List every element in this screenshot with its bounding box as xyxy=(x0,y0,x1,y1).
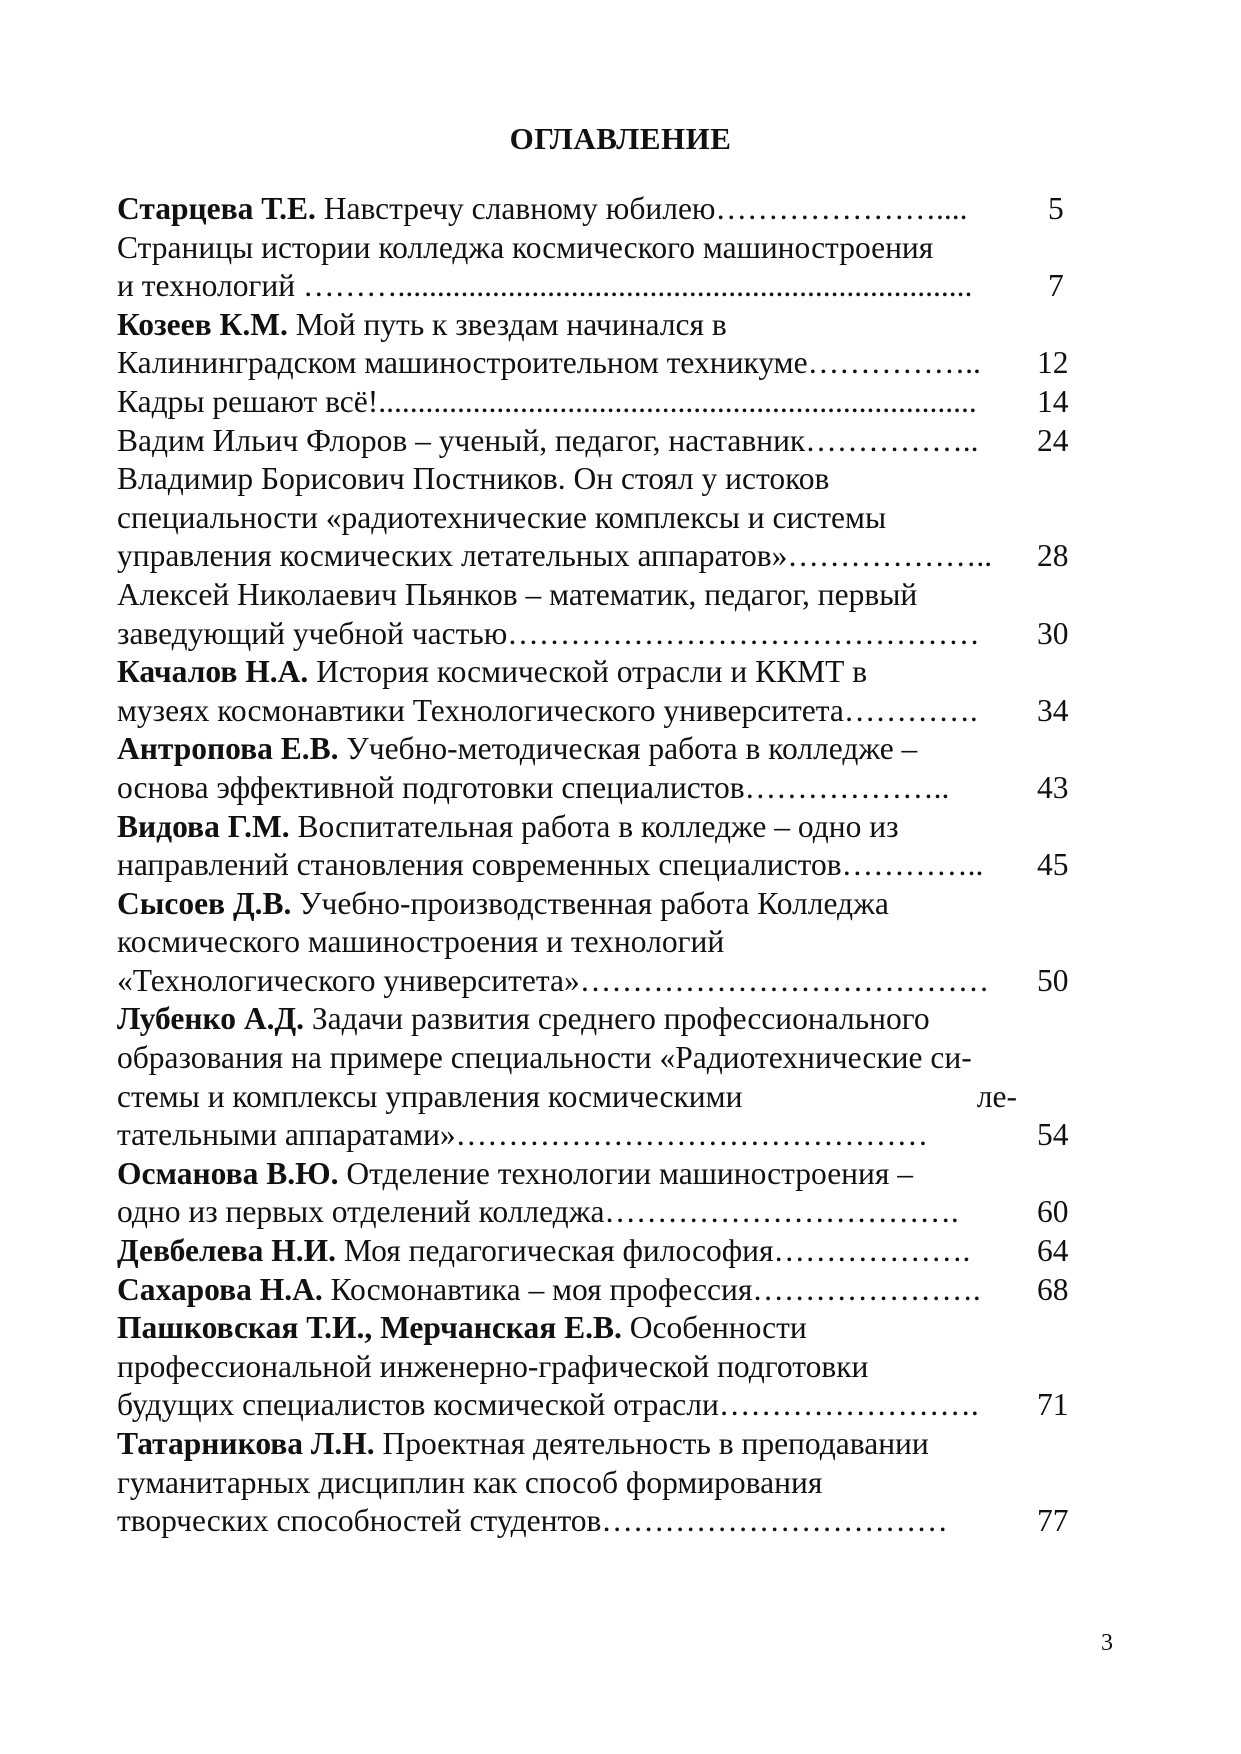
toc-line xyxy=(117,229,1072,268)
toc-entry-author: Сахарова Н.А. xyxy=(117,1271,323,1307)
toc-line-text xyxy=(117,229,933,268)
toc-line xyxy=(117,306,1072,345)
toc-entry-title: будущих специалистов космической отрасли……………………. xyxy=(117,1387,979,1423)
toc-line xyxy=(117,499,1072,538)
toc-line xyxy=(117,576,1072,615)
toc-entry-author: Видова Г.М. xyxy=(117,808,290,844)
toc-entry-title: Космонавтика – моя профессия…………………. xyxy=(322,1271,981,1307)
toc-line xyxy=(117,1271,1072,1310)
toc-entry-page: 28 xyxy=(1037,538,1069,574)
toc-entry-title: творческих способностей студентов…………………………… xyxy=(117,1503,948,1539)
toc-entry-page: 45 xyxy=(1037,847,1069,883)
toc-entry-title: Навстречу славному юбилею………………….... xyxy=(315,191,968,226)
toc-line xyxy=(117,1309,1072,1348)
toc-entry-title: Задачи развития среднего профессионального xyxy=(304,1001,930,1037)
toc-entry-page: 71 xyxy=(1037,1387,1069,1423)
toc-entry-title: профессиональной инженерно-графической подготовки xyxy=(117,1348,869,1384)
toc-entry-title: Учебно-производственная работа Колледжа xyxy=(291,885,889,921)
toc-line xyxy=(117,846,1072,885)
toc-line xyxy=(117,730,1072,769)
toc-entry-title: Страницы истории колледжа космического машиностроения xyxy=(117,229,934,265)
toc-line xyxy=(117,1078,1072,1117)
toc-line-text xyxy=(117,422,978,461)
toc-line xyxy=(117,1464,1072,1503)
toc-line xyxy=(117,1386,1072,1425)
toc-line-text xyxy=(117,615,980,654)
toc-line xyxy=(117,962,1072,1001)
toc-line-text xyxy=(117,1309,807,1348)
toc-entry-author: Антропова Е.В. xyxy=(117,731,339,767)
toc-entry-page: 7 xyxy=(1048,268,1064,304)
toc-entry-title: заведующий учебной частью……………………………………… xyxy=(117,615,980,651)
toc-entry-title: Владимир Борисович Постников. Он стоял у истоков xyxy=(117,461,830,497)
toc-line-text xyxy=(117,537,992,576)
toc-line-text xyxy=(117,499,886,538)
toc-line xyxy=(117,267,1072,306)
toc-entry-title: основа эффективной подготовки специалистов……………….. xyxy=(117,769,950,805)
toc-line-text xyxy=(117,923,724,962)
toc-entry-author: Татарникова Л.Н. xyxy=(117,1426,375,1461)
toc-line xyxy=(117,615,1072,654)
toc-line xyxy=(117,383,1072,422)
toc-line xyxy=(117,190,1072,229)
toc-entry-title: музеях космонавтики Технологического университета…………. xyxy=(117,692,978,728)
toc-entry-title: Мой путь к звездам начинался в xyxy=(287,306,727,342)
toc-line xyxy=(117,692,1072,731)
page-number: 3 xyxy=(1101,1630,1113,1656)
toc-entry-title: стемы и комплексы управления космическими xyxy=(117,1078,743,1114)
toc-line xyxy=(117,1348,1072,1387)
toc-line-text xyxy=(117,190,967,229)
toc-line-text xyxy=(117,1464,822,1503)
toc-entry-title: одно из первых отделений колледжа……………………………. xyxy=(117,1194,959,1230)
toc-line xyxy=(117,1039,1072,1078)
toc-entry-page: 34 xyxy=(1037,692,1069,728)
toc-line-text xyxy=(117,576,917,615)
toc-entry-author: Девбелева Н.И. xyxy=(117,1233,336,1269)
toc-entry-page: 24 xyxy=(1037,422,1069,458)
toc-line-text xyxy=(117,1193,959,1232)
toc-line-text xyxy=(117,1000,930,1039)
toc-line-text xyxy=(117,808,899,847)
toc-line xyxy=(117,1116,1072,1155)
toc-entry-page: 54 xyxy=(1037,1117,1069,1153)
table-of-contents xyxy=(117,190,1072,1541)
toc-entry-page: 60 xyxy=(1037,1194,1069,1230)
toc-entry-page: 30 xyxy=(1037,615,1069,651)
toc-entry-page: 50 xyxy=(1037,962,1069,998)
toc-line-text xyxy=(117,885,889,924)
toc-entry-page: 43 xyxy=(1037,769,1069,805)
toc-line-text xyxy=(117,846,983,885)
toc-entry-title: образования на примере специальности «Радиотехнические си- xyxy=(117,1040,972,1076)
toc-entry-title: Проектная деятельность в преподавании xyxy=(374,1426,929,1461)
toc-line-text xyxy=(117,1425,929,1464)
toc-entry-title: направлений становления современных специалистов………….. xyxy=(117,847,984,883)
toc-entry-page: 77 xyxy=(1037,1503,1069,1539)
toc-line xyxy=(117,653,1072,692)
toc-entry-title: Вадим Ильич Флоров – ученый, педагог, наставник…………….. xyxy=(117,422,979,458)
toc-line-text xyxy=(117,306,727,345)
toc-entry-title: Учебно-методическая работа в колледже – xyxy=(338,731,918,767)
toc-entry-author: Османова В.Ю. xyxy=(117,1155,339,1191)
toc-line-text xyxy=(117,267,972,306)
toc-entry-title: «Технологического университета»………………………………… xyxy=(117,962,990,998)
toc-line-text xyxy=(117,1232,970,1271)
toc-entry-title: управления космических летательных аппаратов»……………….. xyxy=(117,538,993,574)
toc-entry-title: Кадры решают всё!............................................................................ xyxy=(117,383,977,419)
toc-entry-page: 12 xyxy=(1037,345,1069,381)
toc-line xyxy=(117,1155,1072,1194)
toc-entry-title: специальности «радиотехнические комплексы и системы xyxy=(117,499,887,535)
toc-line-text xyxy=(117,1078,1017,1117)
toc-line-text xyxy=(117,1502,948,1541)
toc-entry-title: Отделение технологии машиностроения – xyxy=(338,1155,914,1191)
toc-line xyxy=(117,769,1072,808)
toc-heading: ОГЛАВЛЕНИЕ xyxy=(509,121,732,156)
toc-entry-author: Старцева Т.Е. xyxy=(117,191,316,226)
toc-line-text xyxy=(117,1116,928,1155)
toc-entry-author: Качалов Н.А. xyxy=(117,654,309,690)
toc-line-text xyxy=(117,344,981,383)
toc-line xyxy=(117,1232,1072,1271)
toc-line-text xyxy=(117,962,989,1001)
toc-line xyxy=(117,1502,1072,1541)
toc-entry-title: и технологий ………......................................................................... xyxy=(117,268,973,304)
toc-line-text xyxy=(117,653,867,692)
toc-line xyxy=(117,537,1072,576)
toc-line xyxy=(117,808,1072,847)
toc-entry-hyphen: ле- xyxy=(976,1078,1017,1114)
toc-entry-page: 68 xyxy=(1037,1271,1069,1307)
toc-line-text xyxy=(117,692,978,731)
toc-entry-page: 5 xyxy=(1048,191,1064,226)
toc-entry-title: гуманитарных дисциплин как способ формирования xyxy=(117,1464,823,1500)
toc-line-text xyxy=(117,769,949,808)
toc-entry-title: космического машиностроения и технологий xyxy=(117,924,725,960)
toc-line xyxy=(117,1000,1072,1039)
toc-entry-title: Воспитательная работа в колледже – одно из xyxy=(289,808,899,844)
toc-line xyxy=(117,923,1072,962)
toc-line-text xyxy=(117,1386,979,1425)
toc-entry-author: Пашковская Т.И., Мерчанская Е.В. xyxy=(117,1310,622,1346)
toc-line xyxy=(117,1193,1072,1232)
toc-line-text xyxy=(117,460,829,499)
toc-entry-title: тательными аппаратами»……………………………………… xyxy=(117,1117,929,1153)
toc-entry-title: Особенности xyxy=(621,1310,807,1346)
toc-line-text xyxy=(117,1155,913,1194)
toc-entry-page: 14 xyxy=(1037,383,1069,419)
toc-line xyxy=(117,1425,1072,1464)
toc-entry-author: Сысоев Д.В. xyxy=(117,885,292,921)
toc-entry-page: 64 xyxy=(1037,1233,1069,1269)
toc-line xyxy=(117,344,1072,383)
toc-line-text xyxy=(117,1039,972,1078)
toc-line-text xyxy=(117,1348,868,1387)
toc-line xyxy=(117,460,1072,499)
toc-entry-title: История космической отрасли и ККМТ в xyxy=(308,654,868,690)
toc-line-text xyxy=(117,730,917,769)
toc-entry-author: Козеев К.М. xyxy=(117,306,288,342)
toc-entry-title: Моя педагогическая философия………………. xyxy=(336,1233,971,1269)
toc-line-text xyxy=(117,1271,981,1310)
toc-entry-author: Лубенко А.Д. xyxy=(117,1001,305,1037)
toc-entry-title: Калининградском машиностроительном техникуме…………….. xyxy=(117,345,981,381)
toc-line xyxy=(117,422,1072,461)
toc-line-text xyxy=(117,383,977,422)
toc-entry-title: Алексей Николаевич Пьянков – математик, педагог, первый xyxy=(117,576,918,612)
toc-line xyxy=(117,885,1072,924)
